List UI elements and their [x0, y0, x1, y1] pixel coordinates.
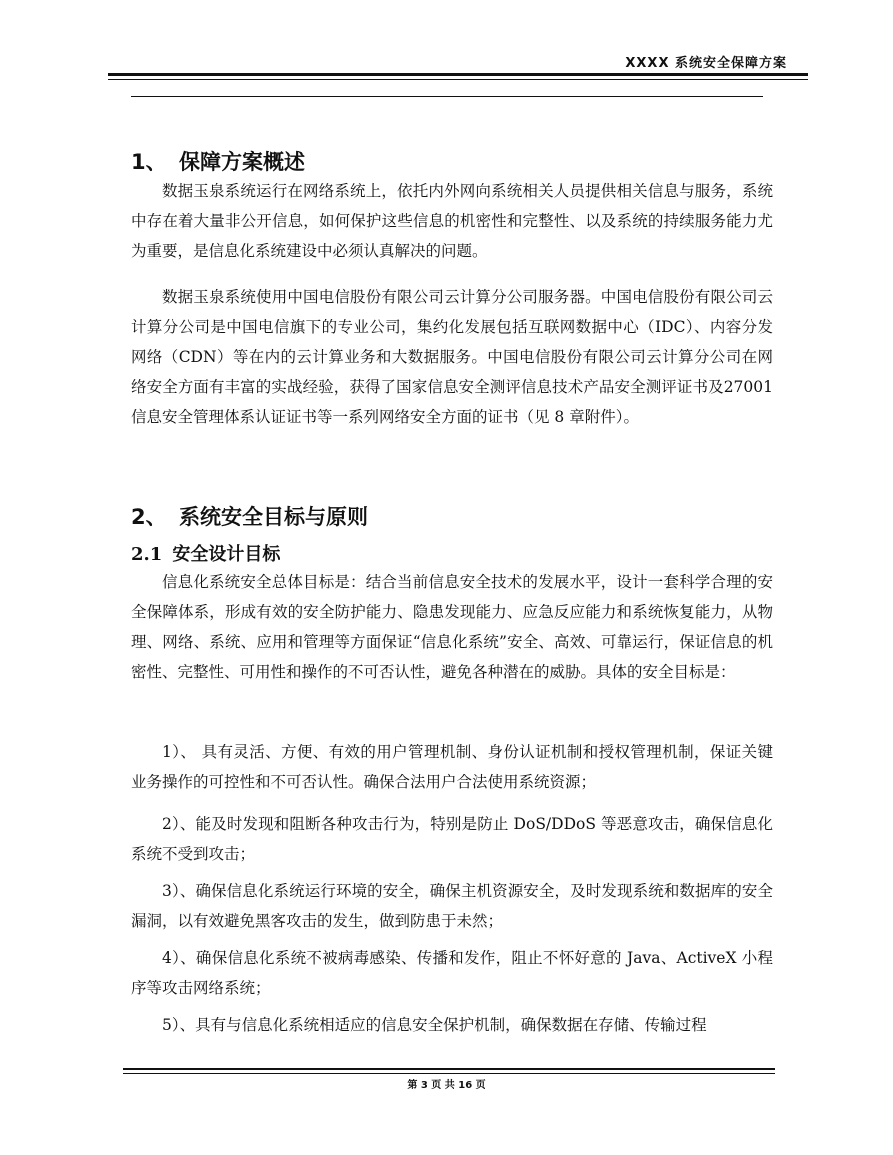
subsection-2-1-number: 2.1	[131, 544, 163, 565]
section-1-number: 1、	[131, 150, 167, 174]
page-number: 第 3 页 共 16 页	[407, 1080, 486, 1091]
header-rule-thick	[108, 73, 808, 76]
header-title: XXXX 系统安全保障方案	[625, 56, 787, 71]
goal-item: 3）、确保信息化系统运行环境的安全，确保主机资源安全，及时发现系统和数据库的安全漏洞，以有效避免黑客攻击的发生，做到防患于未然；	[131, 882, 773, 930]
header-rule-thin	[108, 79, 808, 80]
subsection-2-1-title: 安全设计目标	[172, 544, 281, 565]
section-1-paragraph: 数据玉泉系统运行在网络系统上，依托内外网向系统相关人员提供相关信息与服务，系统中存在着大量非公开信息，如何保护这些信息的机密性和完整性、以及系统的持续服务能力尤为重要，是信息化系统建设中必须认真解决的问题。	[131, 182, 773, 260]
section-2-heading	[131, 501, 368, 531]
subsection-2-1-intro: 信息化系统安全总体目标是：结合当前信息安全技术的发展水平，设计一套科学合理的安全保障体系，形成有效的安全防护能力、隐患发现能力、应急反应能力和系统恢复能力，从物理、网络、系统、应用和管理等方面保证“信息化系统”安全、高效、可靠运行，保证信息的机密性、完整性、可用性和操作的不可否认性，避免各种潜在的威胁。具体的安全目标是：	[131, 573, 773, 681]
header-rule-inner	[131, 96, 763, 97]
subsection-2-1-heading	[131, 540, 280, 566]
footer-rule-thin	[123, 1073, 775, 1074]
section-1-title: 保障方案概述	[179, 150, 305, 174]
goal-item: 1）、 具有灵活、方便、有效的用户管理机制、身份认证机制和授权管理机制，保证关键业务操作的可控性和不可否认性。确保合法用户合法使用系统资源；	[131, 743, 773, 791]
section-2-title: 系统安全目标与原则	[179, 505, 368, 529]
goal-item: 4）、确保信息化系统不被病毒感染、传播和发作，阻止不怀好意的 Java、ActiveX 小程序等攻击网络系统；	[131, 949, 773, 997]
footer-rule-thick	[123, 1068, 775, 1070]
section-1-paragraph: 数据玉泉系统使用中国电信股份有限公司云计算分公司服务器。中国电信股份有限公司云计算分公司是中国电信旗下的专业公司，集约化发展包括互联网数据中心（IDC）、内容分发网络（CDN）等在内的云计算业务和大数据服务。中国电信股份有限公司云计算分公司在网络安全方面有丰富的实战经验，获得了国家信息安全测评信息技术产品安全测评证书及27001信息安全管理体系认证证书等一系列网络安全方面的证书（见 8 章附件）。	[131, 288, 773, 426]
goal-item: 2）、能及时发现和阻断各种攻击行为，特别是防止 DoS/DDoS 等恶意攻击，确保信息化系统不受到攻击；	[131, 815, 773, 863]
section-2-number: 2、	[131, 505, 167, 529]
goal-item: 5）、具有与信息化系统相适应的信息安全保护机制，确保数据在存储、传输过程	[162, 1016, 707, 1034]
section-1-heading	[131, 146, 305, 176]
